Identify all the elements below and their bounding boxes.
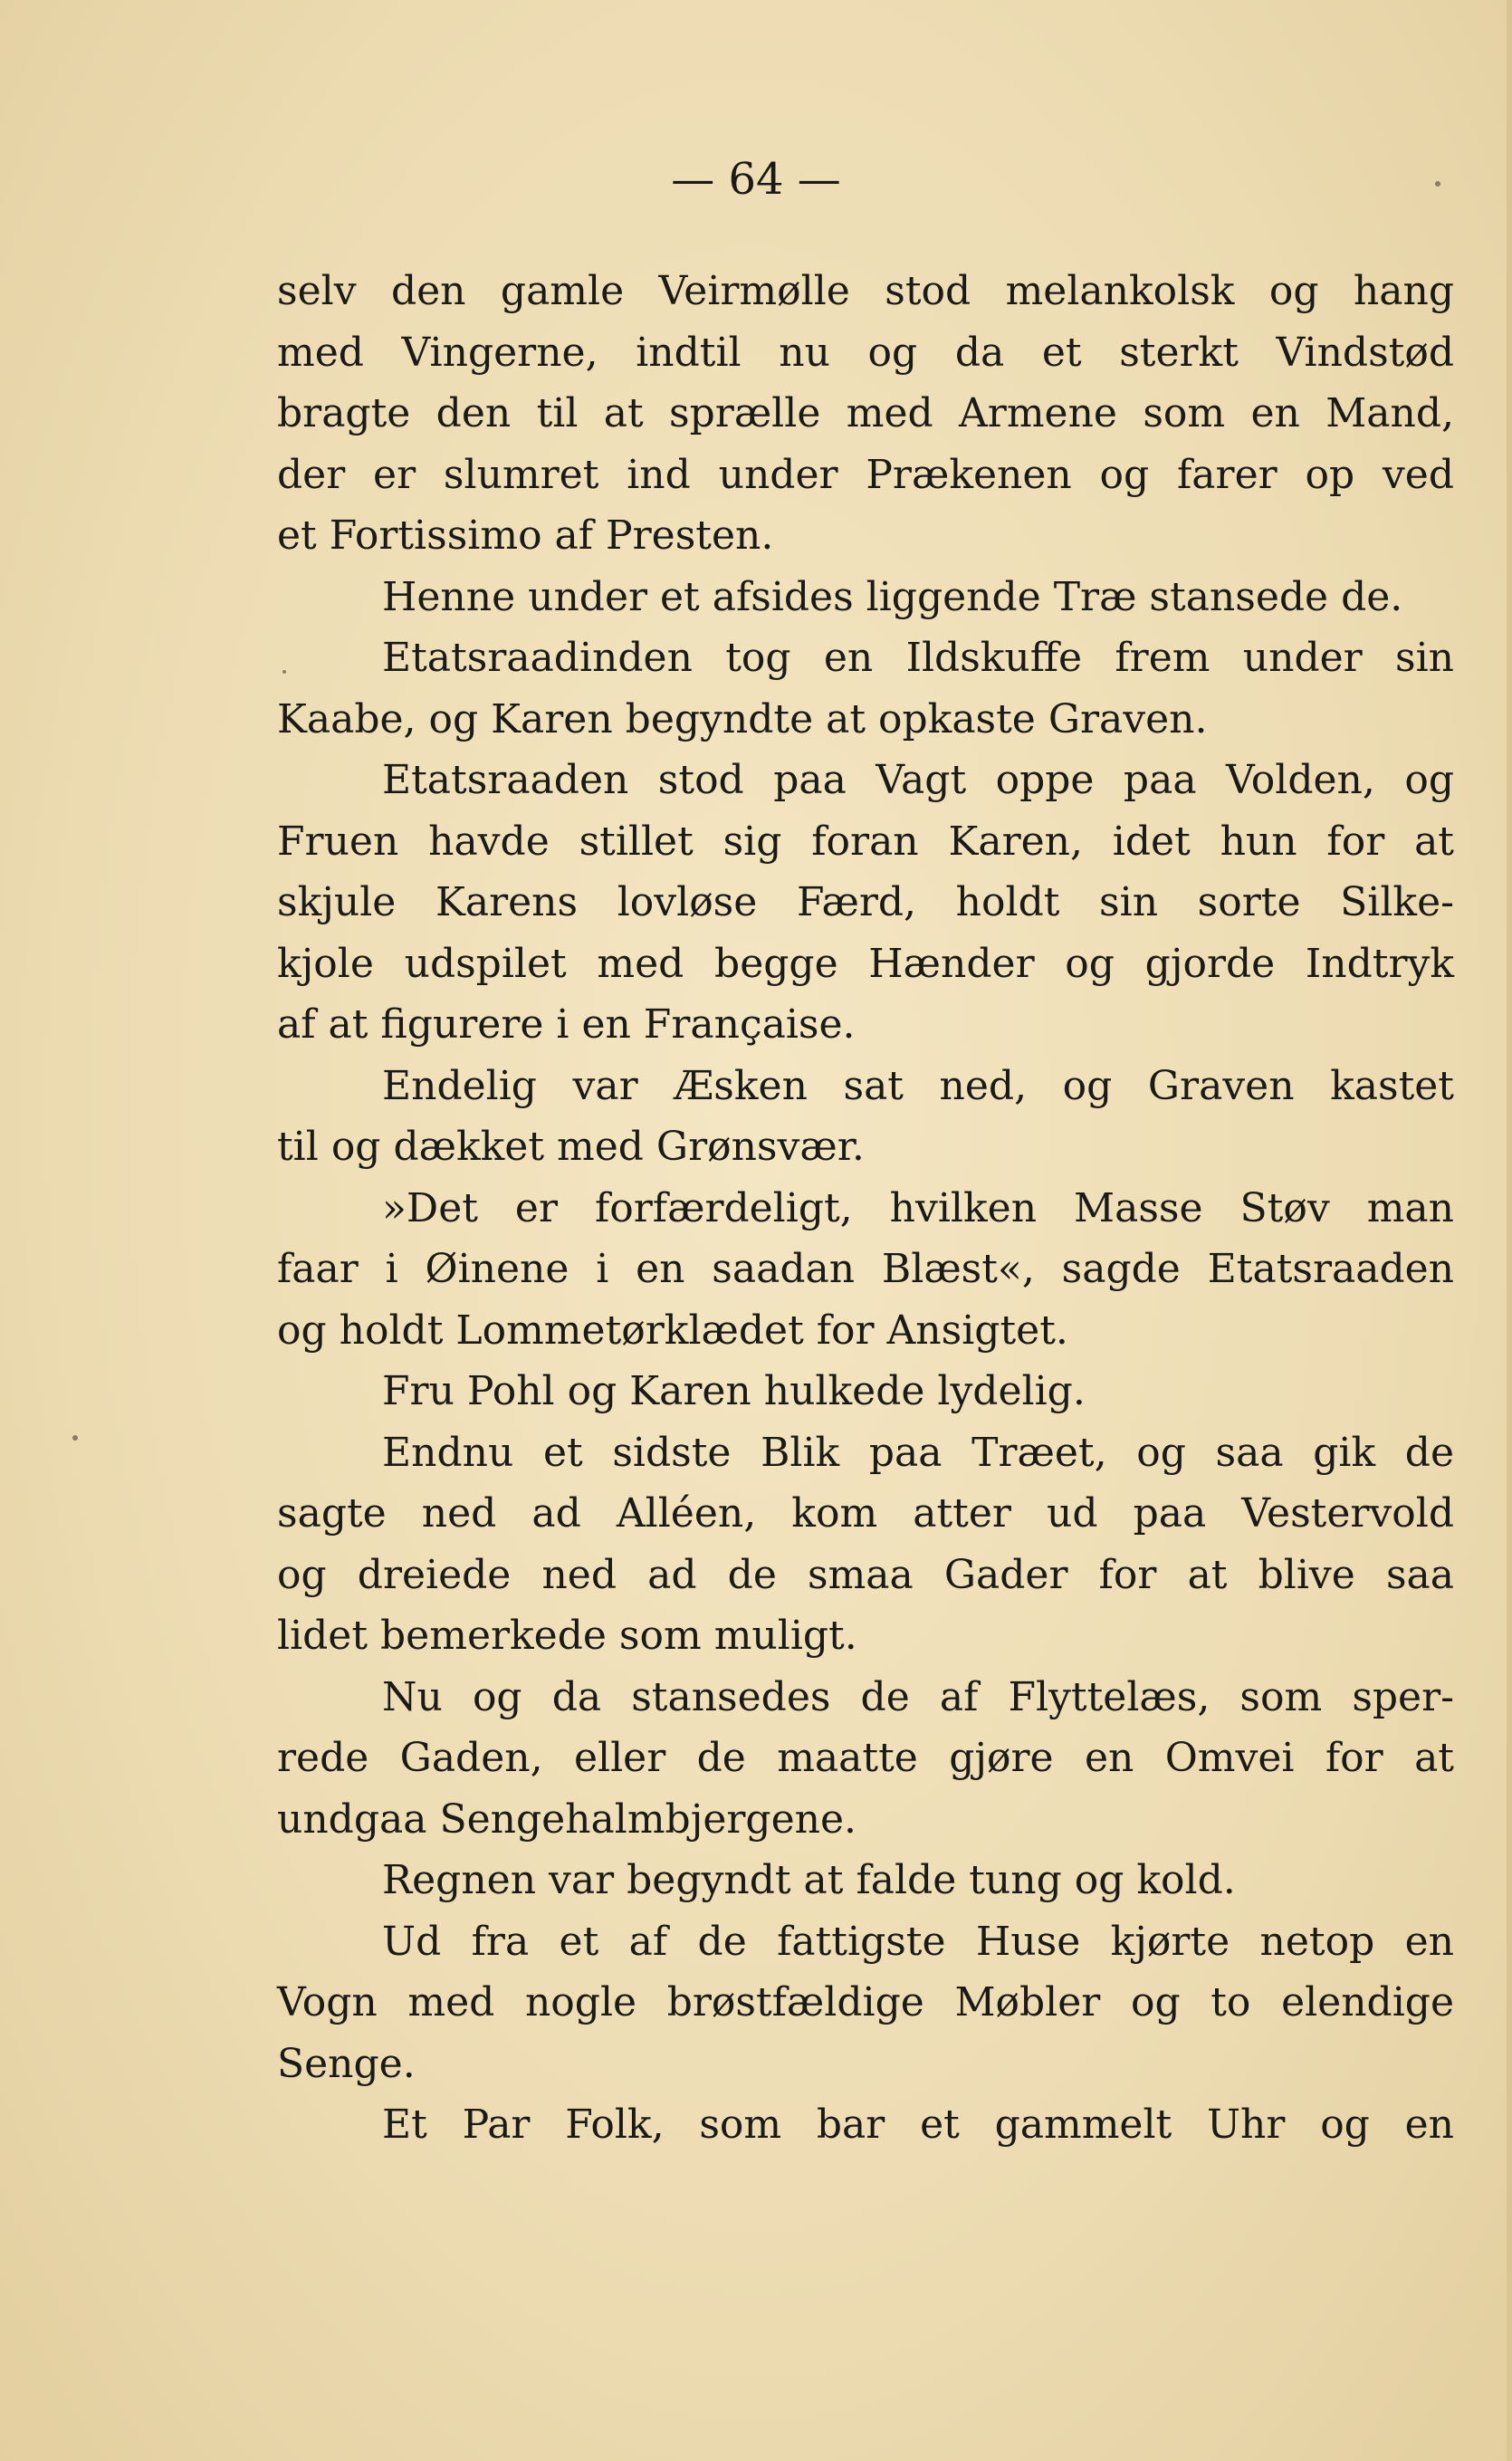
paper-speck: [1435, 181, 1440, 187]
text-line: sagte ned ad Alléen, kom atter ud paa Vestervold: [277, 1490, 1454, 1537]
text-line: Fruen havde stillet sig foran Karen, idet hun for at: [277, 818, 1454, 865]
text-line: til og dækket med Grønsvær.: [277, 1124, 865, 1170]
text-line: Fru Pohl og Karen hulkede lydelig.: [382, 1368, 1086, 1414]
text-line: Endnu et sidste Blik paa Træet, og saa gik de: [382, 1429, 1454, 1476]
text-line: Etatsraadinden tog en Ildskuffe frem under sin: [382, 635, 1454, 681]
text-line: et Fortissimo af Presten.: [277, 512, 774, 559]
text-line: Henne under et afsides liggende Træ stansede de.: [382, 573, 1403, 620]
text-line: med Vingerne, indtil nu og da et sterkt Vindstød: [277, 329, 1454, 376]
text-line: og holdt Lommetørklædet for Ansigtet.: [277, 1307, 1068, 1354]
text-line: Senge.: [277, 2040, 416, 2087]
text-line: selv den gamle Veirmølle stod melankolsk og hang: [277, 268, 1454, 314]
text-line: Regnen var begyndt at falde tung og kold.: [382, 1857, 1236, 1903]
text-line: og dreiede ned ad de smaa Gader for at blive saa: [277, 1551, 1454, 1598]
body-text: [277, 261, 1454, 2156]
paper-speck: [72, 1435, 78, 1441]
text-line: faar i Øinene i en saadan Blæst«, sagde Etatsraaden: [277, 1246, 1454, 1292]
text-line: bragte den til at sprælle med Armene som en Mand,: [277, 390, 1454, 436]
text-line: undgaa Sengehalmbjergene.: [277, 1795, 856, 1843]
text-line: skjule Karens lovløse Færd, holdt sin sorte Silke-: [277, 879, 1454, 925]
text-line: der er slumret ind under Prækenen og farer op ved: [277, 451, 1454, 498]
text-line: lidet bemerkede som muligt.: [277, 1613, 857, 1659]
text-line: Endelig var Æsken sat ned, og Graven kastet: [382, 1062, 1454, 1109]
page-number: — 64 —: [671, 154, 841, 205]
text-line: Kaabe, og Karen begyndte at opkaste Graven.: [277, 695, 1208, 742]
text-line: af at figurere i en Française.: [277, 1001, 856, 1048]
text-line: Et Par Folk, som bar et gammelt Uhr og en: [382, 2102, 1454, 2148]
text-line: Vogn med nogle brøstfældige Møbler og to elendige: [277, 1979, 1454, 2025]
paper-speck: [282, 670, 286, 674]
text-line: Nu og da stansedes de af Flyttelæs, som sper-: [382, 1673, 1454, 1720]
text-line: rede Gaden, eller de maatte gjøre en Omvei for at: [277, 1735, 1454, 1781]
text-line: kjole udspilet med begge Hænder og gjorde Indtryk: [277, 940, 1454, 987]
text-line: Etatsraaden stod paa Vagt oppe paa Volden, og: [382, 757, 1454, 803]
text-line: Ud fra et af de fattigste Huse kjørte netop en: [382, 1918, 1454, 1965]
text-line: »Det er forfærdeligt, hvilken Masse Støv man: [382, 1184, 1454, 1231]
